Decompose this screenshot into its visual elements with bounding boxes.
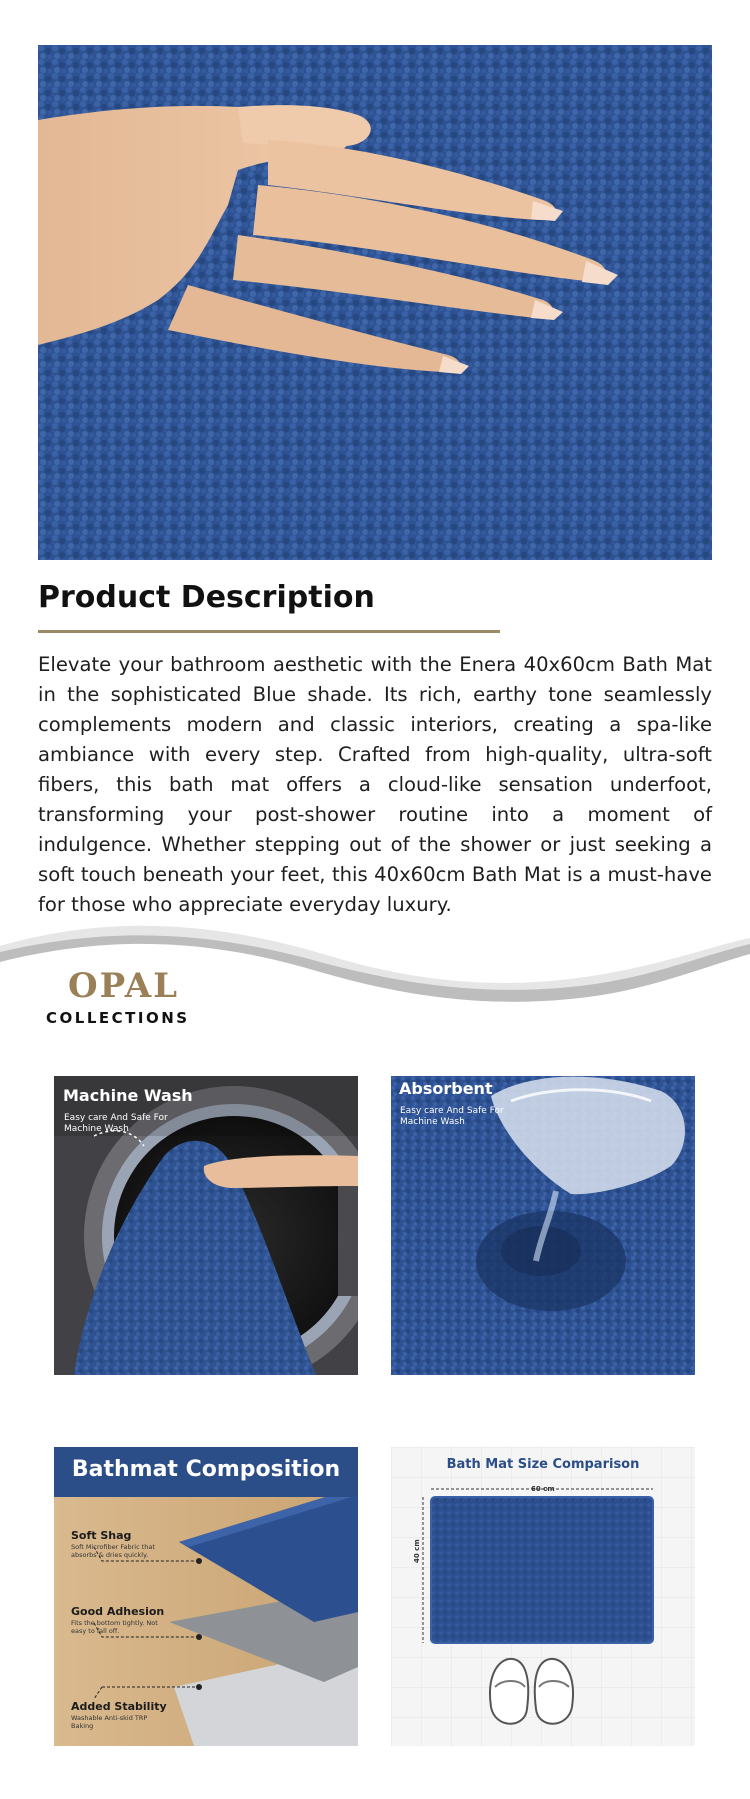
height-dimension-label: 40 cm xyxy=(413,1539,421,1563)
machine-wash-subtitle: Easy care And Safe For Machine Wash xyxy=(64,1113,168,1134)
size-comparison-card xyxy=(391,1447,695,1746)
layer-soft-shag-note: Soft Microfiber Fabric that absorbs & dries quickly. xyxy=(71,1543,155,1559)
product-description-heading: Product Description xyxy=(38,580,375,615)
layer-added-stability-label: Added Stability xyxy=(71,1700,167,1713)
hero-image xyxy=(38,45,712,560)
machine-wash-card xyxy=(54,1076,358,1375)
heading-divider xyxy=(38,630,500,633)
width-dimension-label: 60 cm xyxy=(531,1485,555,1493)
layer-good-adhesion-note: Fits the bottom tightly. Not easy to fall off. xyxy=(71,1619,158,1635)
layer-soft-shag-label: Soft Shag xyxy=(71,1529,132,1542)
absorbent-subtitle: Easy care And Safe For Machine Wash xyxy=(400,1106,504,1127)
layer-added-stability-note: Washable Anti-skid TRP Baking xyxy=(71,1714,148,1730)
absorbent-card xyxy=(391,1076,695,1375)
composition-header xyxy=(54,1447,358,1497)
composition-title: Bathmat Composition xyxy=(71,1457,341,1482)
layer-good-adhesion-label: Good Adhesion xyxy=(71,1605,165,1618)
machine-wash-title: Machine Wash xyxy=(63,1086,193,1105)
composition-card xyxy=(54,1447,358,1746)
brand-logo-opal: OPAL xyxy=(68,966,179,1006)
absorbent-title: Absorbent xyxy=(399,1079,493,1098)
product-description-text: Elevate your bathroom aesthetic with the Enera 40x60cm Bath Mat in the sophisticated Blue shade. Its rich, earthy tone seamlessly complements modern and classic interiors, creating a spa-like ambiance with every step. Crafted from high-quality, ultra-soft fibers, this bath mat offers a cloud-like sensation underfoot, transforming your post-shower routine into a moment of indulgence. Whether stepping out of the shower or just seeking a soft touch beneath your feet, this 40x60cm Bath Mat is a must-have for those who appreciate everyday luxury. xyxy=(38,653,712,916)
brand-logo-collections: COLLECTIONS xyxy=(46,1009,190,1027)
size-comparison-title: Bath Mat Size Comparison xyxy=(446,1457,640,1472)
